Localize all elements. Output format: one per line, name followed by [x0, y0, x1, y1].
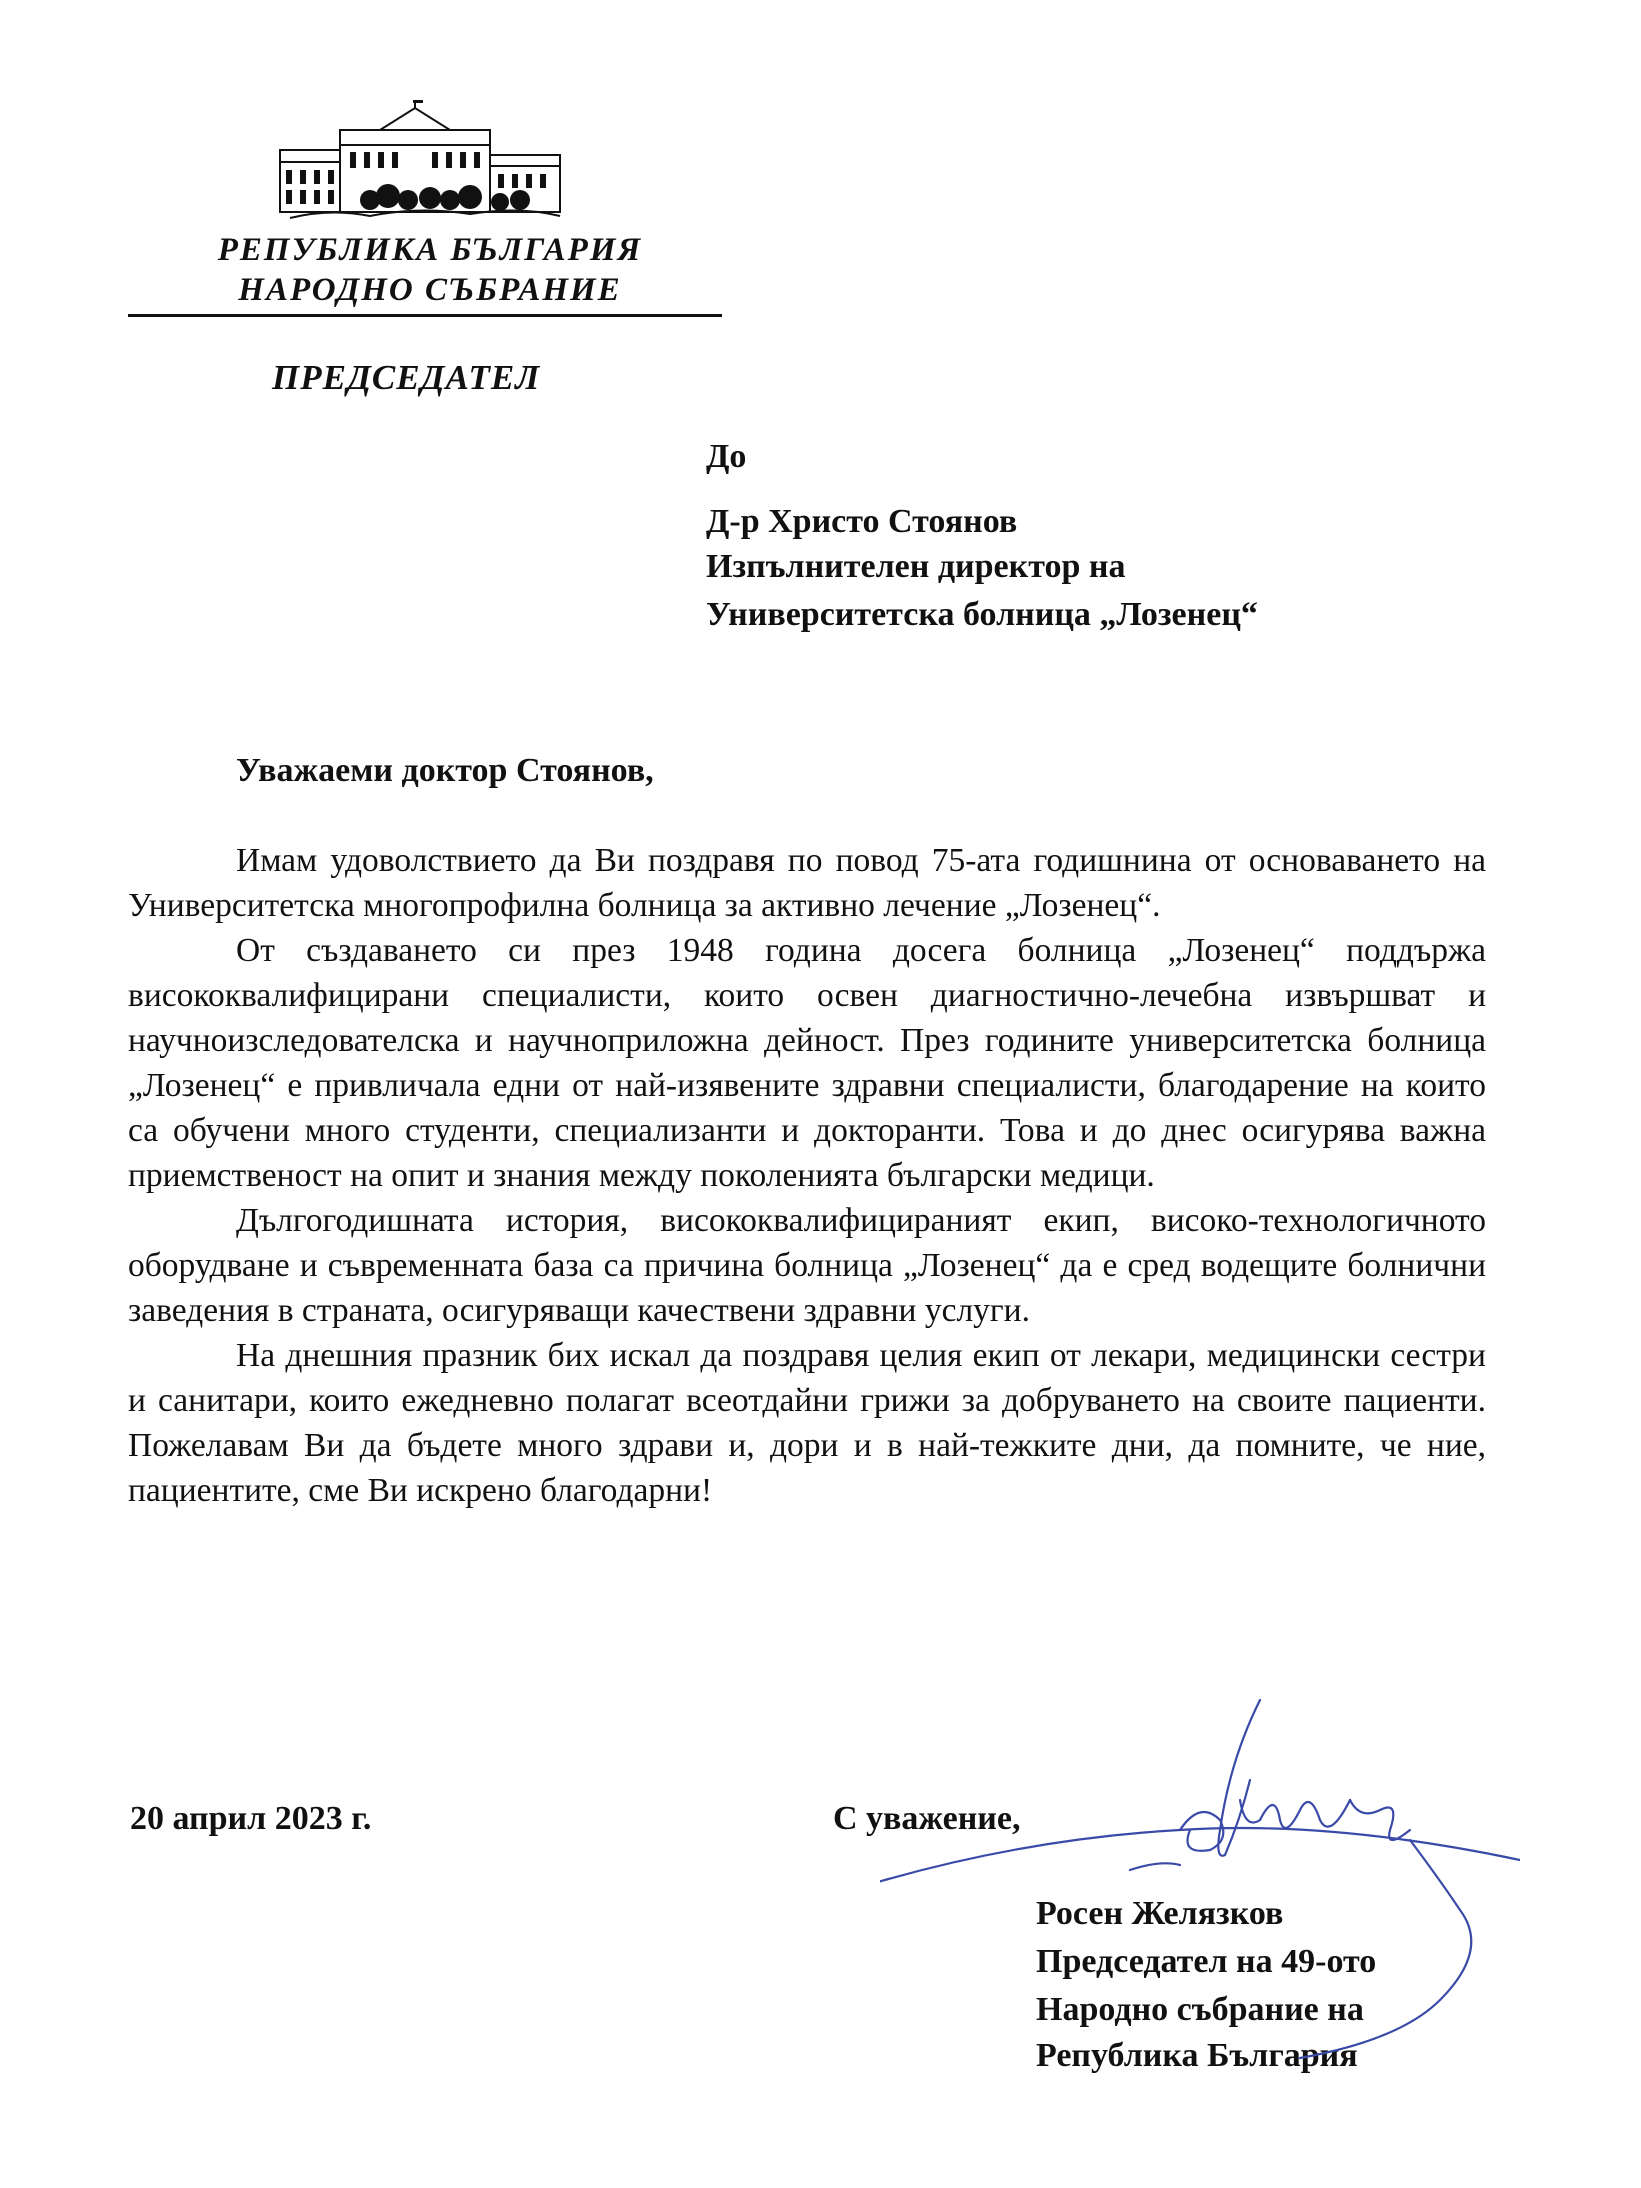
addressee-position: Изпълнителен директор на	[706, 548, 1126, 585]
addressee-institution: Университетска болница „Лозенец“	[706, 596, 1258, 633]
header-divider	[128, 314, 722, 317]
addressee-name: Д-р Христо Стоянов	[706, 503, 1018, 540]
org-name-line-1: РЕПУБЛИКА БЪЛГАРИЯ	[217, 232, 643, 268]
body-paragraph-4: На днешния празник бих искал да поздравя целия екип от лекари, медицински сестри и санитари, които ежедневно полагат всеотдайни грижи за добруването на своите пациенти. Пожелавам Ви да бъдете много здрави и, дори и в най-тежките дни, да помните, че ние, пациентите, сме Ви искрено благодарни!	[128, 1337, 1486, 1509]
closing: С уважение,	[833, 1800, 1021, 1837]
salutation: Уважаеми доктор Стоянов,	[236, 752, 654, 789]
letter-body	[128, 838, 1486, 1513]
body-paragraph-2: От създаването си през 1948 година досега болница „Лозенец“ поддържа висококвалифицирани специалисти, които освен диагностично-лечебна извършват и научноизследователска и научноприложна дейност. През годините университетска болница „Лозенец“ е привличала едни от най-изявените здравни специалисти, благодарение на които са обучени много студенти, специализанти и докторанти. Това и до днес осигурява важна приемственост на опит и знания между поколенията български медици.	[128, 932, 1486, 1194]
signer-title-line-1: Председател на 49-ото	[1036, 1943, 1377, 1980]
addressee-line: До	[706, 438, 747, 475]
letter-date: 20 април 2023 г.	[130, 1800, 372, 1837]
signer-title-line-3: Република България	[1036, 2037, 1358, 2074]
parliament-building-icon	[270, 100, 570, 230]
signer-title-line-2: Народно събрание на	[1036, 1991, 1364, 2028]
body-paragraph-3: Дългогодишната история, висококвалифицираният екип, високо-технологичното оборудване и съвременната база са причина болница „Лозенец“ да е сред водещите болнични заведения в страната, осигуряващи качествени здравни услуги.	[128, 1202, 1486, 1329]
body-paragraph-1: Имам удоволствието да Ви поздравя по повод 75-ата годишнина от основаването на Университетска многопрофилна болница за активно лечение „Лозенец“.	[128, 842, 1486, 924]
org-name-line-2: НАРОДНО СЪБРАНИЕ	[238, 272, 622, 308]
signer-name: Росен Желязков	[1036, 1895, 1284, 1932]
office-title: ПРЕДСЕДАТЕЛ	[272, 358, 541, 397]
